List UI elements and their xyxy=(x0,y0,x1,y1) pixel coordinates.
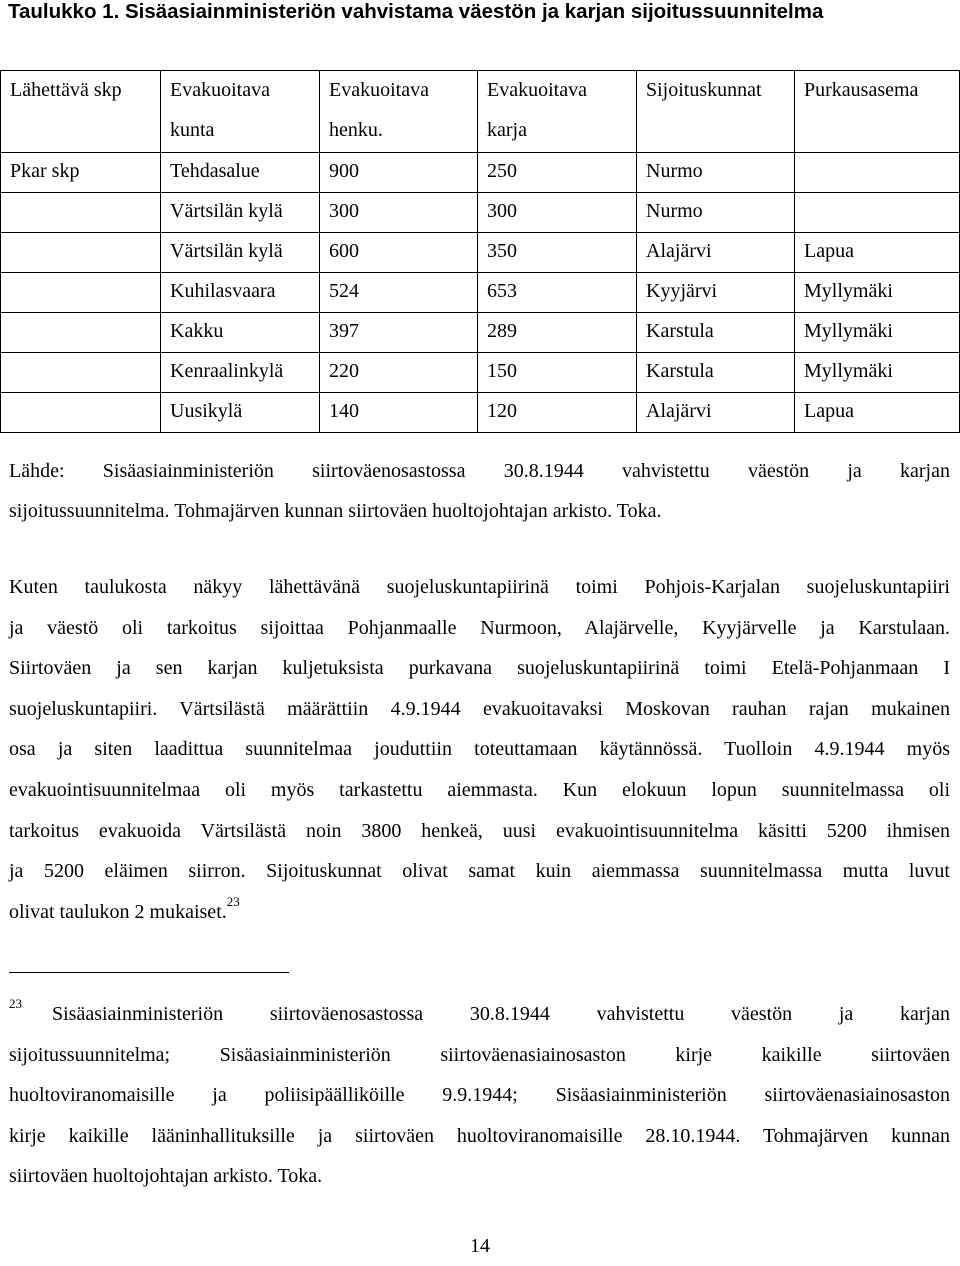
table-cell: Alajärvi xyxy=(637,393,795,433)
table-cell: Myllymäki xyxy=(795,273,960,313)
paragraph-line: Kuten taulukosta näkyy lähettävänä suojeluskuntapiirinä toimi Pohjois-Karjalan suojeluskuntapiiri xyxy=(9,576,950,598)
source-note xyxy=(9,451,950,531)
paragraph-line: olivat taulukon 2 mukaiset. xyxy=(9,900,227,923)
table-row xyxy=(1,233,960,273)
table-caption: Taulukko 1. Sisäasiainministeriön vahvistama väestön ja karjan sijoitussuunnitelma xyxy=(8,0,824,23)
table-cell: 524 xyxy=(320,273,478,313)
table-cell: Lapua xyxy=(795,393,960,433)
table-row xyxy=(1,273,960,313)
paragraph-line: ja 5200 eläimen siirron. Sijoituskunnat olivat samat kuin aiemmassa suunnitelmassa mutta luvut xyxy=(9,860,950,883)
footnote xyxy=(9,994,950,1197)
table-row xyxy=(1,193,960,233)
footnote-number: 23 xyxy=(9,996,22,1011)
table-cell xyxy=(1,353,161,393)
body-paragraph xyxy=(9,567,950,932)
table-cell: 150 xyxy=(478,353,637,393)
table-cell: Nurmo xyxy=(637,153,795,193)
paragraph-last-line xyxy=(9,892,950,933)
table-cell xyxy=(1,313,161,353)
paragraph-line: Siirtoväen ja sen karjan kuljetuksista purkavana suojeluskuntapiirinä toimi Etelä-Pohjanmaan I xyxy=(9,657,950,680)
footnote-separator xyxy=(9,972,289,973)
table-cell xyxy=(1,393,161,433)
table-cell: Tehdasalue xyxy=(161,153,320,193)
table-cell: Karstula xyxy=(637,353,795,393)
table-cell xyxy=(1,233,161,273)
table-cell: Kuhilasvaara xyxy=(161,273,320,313)
evacuation-table xyxy=(0,70,960,433)
table-cell: Kyyjärvi xyxy=(637,273,795,313)
paragraph-line: osa ja siten laadittua suunnitelmaa jouduttiin toteuttamaan käytännössä. Tuolloin 4.9.1944 myös xyxy=(9,738,950,761)
footnote-line: Sisäasiainministeriön siirtoväenosastossa 30.8.1944 vahvistettu väestön ja karjan xyxy=(52,1003,950,1025)
table-cell xyxy=(1,193,161,233)
table-cell: Lapua xyxy=(795,233,960,273)
table-header-row xyxy=(1,71,960,153)
table-row xyxy=(1,153,960,193)
table-cell: 250 xyxy=(478,153,637,193)
source-line: Lähde: Sisäasiainministeriön siirtoväenosastossa 30.8.1944 vahvistettu väestön ja karjan xyxy=(9,460,950,482)
table-cell: Kenraalinkylä xyxy=(161,353,320,393)
header-cell: Evakuoitava henku. xyxy=(320,71,478,153)
table-cell: 900 xyxy=(320,153,478,193)
paragraph-line: evakuointisuunnitelmaa oli myös tarkastettu aiemmasta. Kun elokuun lopun suunnitelmassa oli xyxy=(9,778,950,801)
footnote-line: huoltoviranomaisille ja poliisipäälliköille 9.9.1944; Sisäasiainministeriön siirtoväenasiainosaston xyxy=(9,1084,950,1106)
table-cell: Pkar skp xyxy=(1,153,161,193)
table-cell xyxy=(795,153,960,193)
table-cell: 397 xyxy=(320,313,478,353)
paragraph-line: suojeluskuntapiiri. Värtsilästä määrättiin 4.9.1944 evakuoitavaksi Moskovan rauhan rajan mukainen xyxy=(9,697,950,720)
table-cell: Myllymäki xyxy=(795,313,960,353)
header-cell: Evakuoitava karja xyxy=(478,71,637,153)
table-cell: 220 xyxy=(320,353,478,393)
table-row xyxy=(1,353,960,393)
table-cell: Värtsilän kylä xyxy=(161,193,320,233)
table-cell xyxy=(795,193,960,233)
source-line: sijoitussuunnitelma. Tohmajärven kunnan siirtoväen huoltojohtajan arkisto. Toka. xyxy=(9,500,662,522)
table-cell: 289 xyxy=(478,313,637,353)
table-cell: Karstula xyxy=(637,313,795,353)
table-cell: 350 xyxy=(478,233,637,273)
table-cell: 600 xyxy=(320,233,478,273)
table-cell: Värtsilän kylä xyxy=(161,233,320,273)
table-cell: 653 xyxy=(478,273,637,313)
header-cell: Evakuoitava kunta xyxy=(161,71,320,153)
table-row xyxy=(1,313,960,353)
table-row xyxy=(1,393,960,433)
footnote-line: siirtoväen huoltojohtajan arkisto. Toka. xyxy=(9,1165,323,1187)
paragraph-line: tarkoitus evakuoida Värtsilästä noin 3800 henkeä, uusi evakuointisuunnitelma käsitti 5200 ihmisen xyxy=(9,819,950,842)
table-cell: Alajärvi xyxy=(637,233,795,273)
table-cell: Kakku xyxy=(161,313,320,353)
table-cell: 120 xyxy=(478,393,637,433)
footnote-reference[interactable]: 23 xyxy=(226,893,240,909)
table-cell: 300 xyxy=(320,193,478,233)
footnote-first-line xyxy=(9,994,950,1035)
table-cell: 140 xyxy=(320,393,478,433)
table-cell: 300 xyxy=(478,193,637,233)
header-cell: Lähettävä skp xyxy=(1,71,161,153)
header-cell: Purkausasema xyxy=(795,71,960,153)
page-number: 14 xyxy=(470,1235,490,1257)
table-cell: Myllymäki xyxy=(795,353,960,393)
paragraph-line: ja väestö oli tarkoitus sijoittaa Pohjanmaalle Nurmoon, Alajärvelle, Kyyjärvelle ja Karstulaan. xyxy=(9,616,950,639)
header-cell: Sijoituskunnat xyxy=(637,71,795,153)
footnote-line: sijoitussuunnitelma; Sisäasiainministeriön siirtoväenasiainosaston kirje kaikille siirtoväen xyxy=(9,1043,950,1066)
table-cell xyxy=(1,273,161,313)
footnote-line: kirje kaikille lääninhallituksille ja siirtoväen huoltoviranomaisille 28.10.1944. Tohmajärven kunnan xyxy=(9,1124,950,1147)
table-cell: Nurmo xyxy=(637,193,795,233)
table-cell: Uusikylä xyxy=(161,393,320,433)
